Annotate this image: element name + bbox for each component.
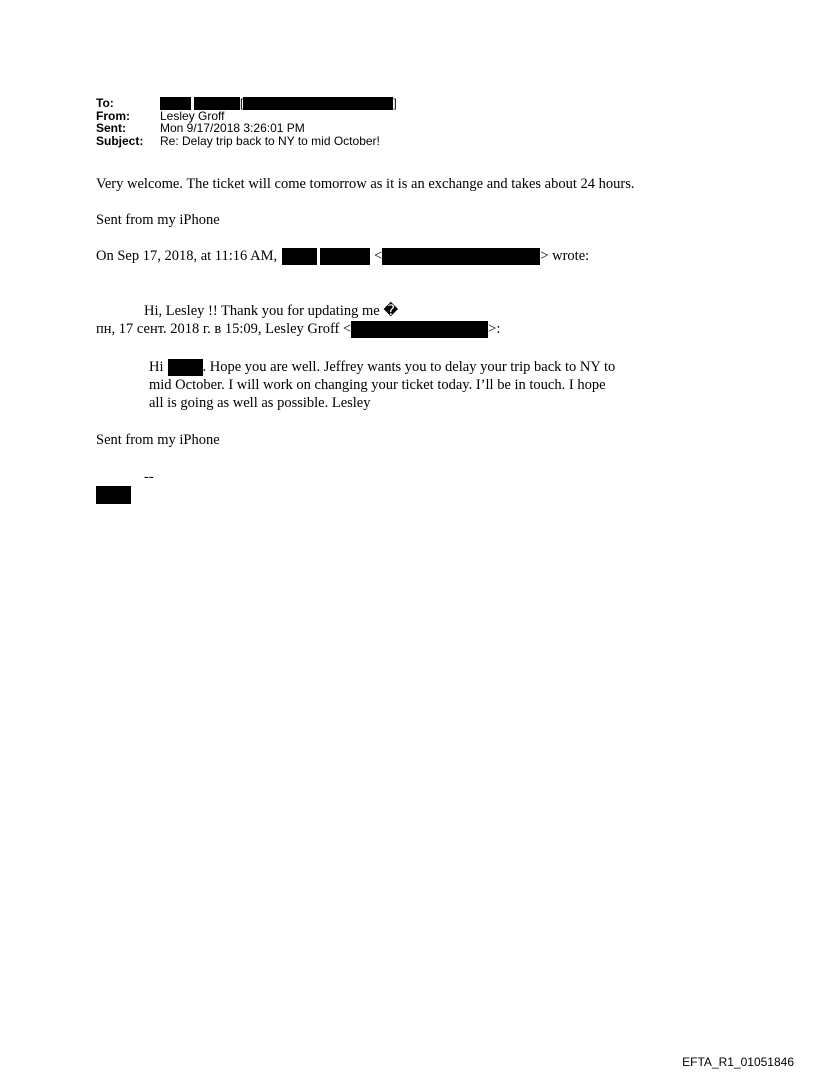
redaction-box	[320, 248, 370, 265]
email-header	[96, 97, 716, 147]
redaction-box	[168, 359, 203, 376]
signature-dashes: --	[144, 469, 154, 485]
redaction-box	[160, 97, 191, 110]
quote-intro-suffix: > wrote:	[540, 248, 590, 264]
to-row	[96, 97, 716, 110]
from-value: Lesley Groff	[160, 108, 225, 123]
quote-intro	[96, 247, 589, 265]
inner-hi: Hi	[149, 359, 164, 375]
subject-value: Re: Delay trip back to NY to mid October!	[160, 133, 380, 148]
to-value	[160, 97, 397, 110]
sent-value: Mon 9/17/2018 3:26:01 PM	[160, 121, 305, 135]
redaction-box	[96, 486, 131, 504]
inner-quote-line2: mid October. I will work on changing your ticket today. I’ll be in touch. I hope	[149, 377, 606, 393]
russian-attribution-prefix: пн, 17 сент. 2018 г. в 15:09, Lesley Groff <	[96, 321, 352, 337]
inner-line1-rest: . Hope you are well. Jeffrey wants you to delay your trip back to NY to	[202, 359, 616, 375]
reply-paragraph: Very welcome. The ticket will come tomorrow as it is an exchange and takes about 24 hours.	[96, 176, 635, 192]
signature-line: Sent from my iPhone	[96, 212, 220, 228]
redaction-box	[194, 97, 240, 110]
redaction-box	[243, 97, 393, 110]
redaction-box	[382, 248, 540, 265]
redaction-box	[351, 321, 488, 338]
russian-attribution-suffix: >:	[488, 321, 501, 337]
signature-line: Sent from my iPhone	[96, 432, 220, 448]
document-id: EFTA_R1_01051846	[682, 1055, 794, 1069]
to-label: To:	[96, 96, 114, 110]
quote-intro-lt: <	[374, 248, 383, 264]
russian-attribution	[96, 320, 500, 338]
from-label: From:	[96, 108, 130, 123]
sent-label: Sent:	[96, 121, 126, 135]
inner-quote-line1	[149, 358, 615, 376]
to-bracket-close: ]	[393, 96, 397, 110]
to-bracket-open: [	[240, 96, 244, 110]
quote-intro-prefix: On Sep 17, 2018, at 11:16 AM,	[96, 248, 278, 264]
redaction-box	[282, 248, 317, 265]
subject-row	[96, 135, 716, 148]
inner-quote-line3: all is going as well as possible. Lesley	[149, 395, 371, 411]
subject-label: Subject:	[96, 133, 144, 148]
quoted-reply-line: Hi, Lesley !! Thank you for updating me �	[144, 303, 399, 319]
sent-row	[96, 122, 716, 135]
